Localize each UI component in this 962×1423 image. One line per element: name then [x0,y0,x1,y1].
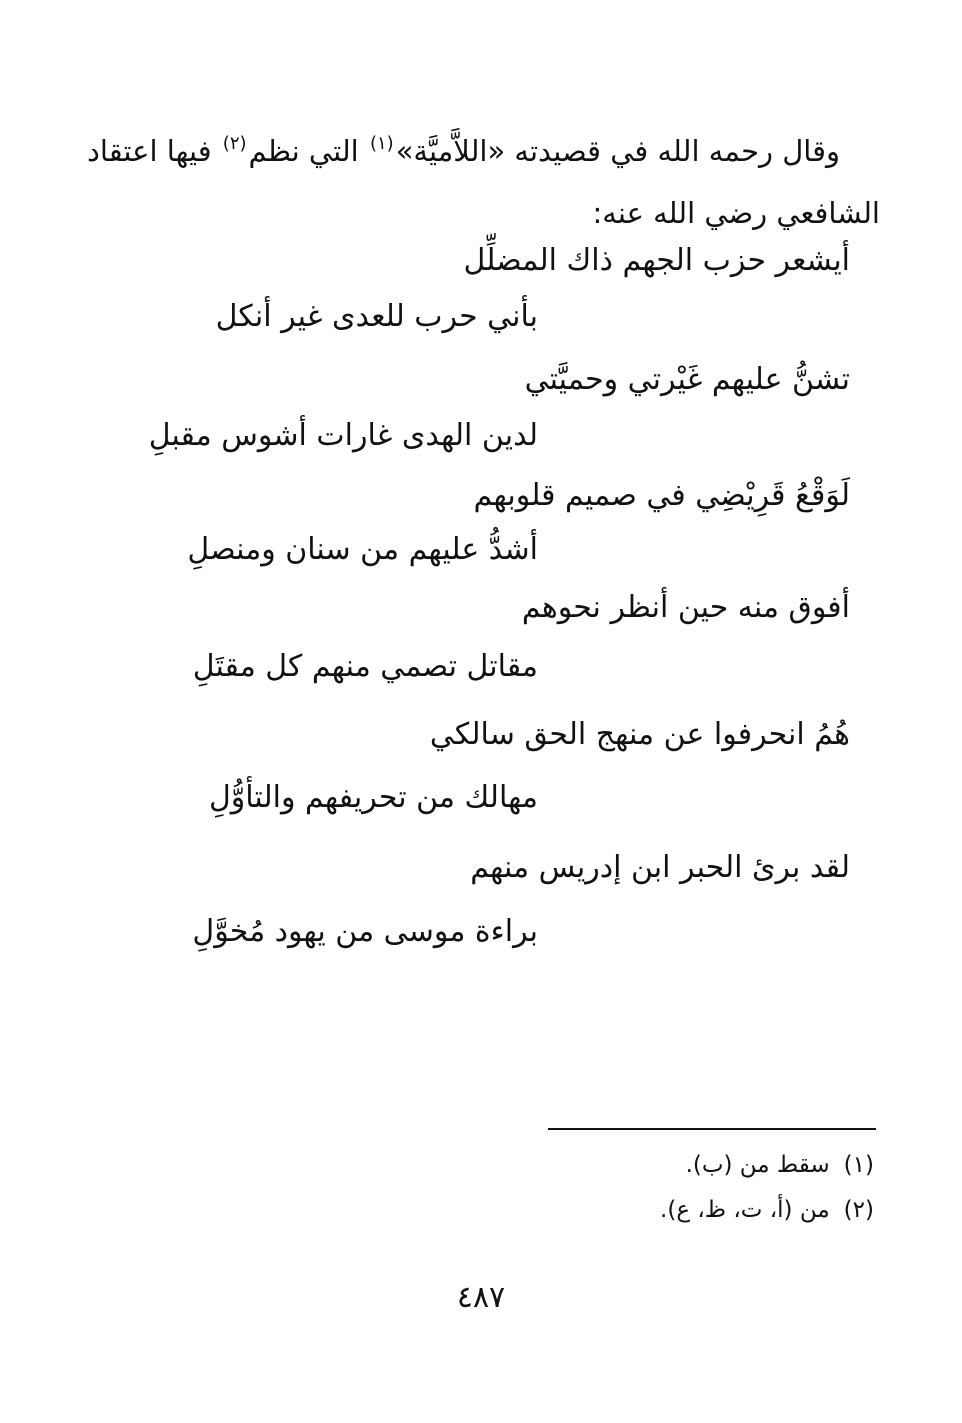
intro-line-2: الشافعي رضي الله عنه: [592,196,880,230]
verse-5-second-hemistich: مهالك من تحريفهم والتأوُّلِ [208,780,538,815]
page-number: ٤٨٧ [456,1280,506,1315]
verse-4-second-hemistich: مقاتل تصمي منهم كل مقتَلِ [192,649,538,684]
verse-3-second-hemistich: أشدُّ عليهم من سنان ومنصلِ [187,532,538,567]
verse-4-first-hemistich: أفوق منه حين أنظر نحوهم [521,590,850,625]
footnote-1-text: سقط من (ب). [685,1152,830,1178]
intro-paragraph [87,120,880,244]
footnote-1 [686,1150,874,1180]
verse-5-first-hemistich: هُمُ انحرفوا عن منهج الحق سالكي [429,717,850,752]
footnote-2-text: من (أ، ت، ظ، ع). [660,1197,830,1223]
footnote-separator [548,1128,876,1130]
footnote-1-number: (١) [843,1152,874,1178]
intro-text-b: التي نظم [248,134,368,168]
verse-1-first-hemistich: أيشعر حزب الجهم ذاك المضلِّل [463,243,850,278]
intro-text-a: وقال رحمه الله في قصيدته «اللاَّميَّة» [395,134,840,168]
verse-2-second-hemistich: لدين الهدى غارات أشوس مقبلِ [148,418,538,453]
intro-line-1 [87,120,880,182]
intro-text-c: فيها اعتقاد [87,134,221,168]
verse-2-first-hemistich: تشنُّ عليهم غَيْرتي وحميَّتي [524,362,850,397]
footnote-ref-2: (٢) [222,133,247,154]
verse-3-first-hemistich: لَوَقْعُ قَرِيْضِي في صميم قلوبهم [473,478,850,513]
footnote-ref-1: (١) [369,133,394,154]
verse-6-first-hemistich: لقد برئ الحبر ابن إدريس منهم [470,850,850,885]
verse-1-second-hemistich: بأني حرب للعدى غير أنكل [215,299,538,334]
verse-6-second-hemistich: براءة موسى من يهود مُخوَّلِ [192,914,538,949]
footnote-2 [660,1195,874,1225]
footnote-2-number: (٢) [843,1197,874,1223]
